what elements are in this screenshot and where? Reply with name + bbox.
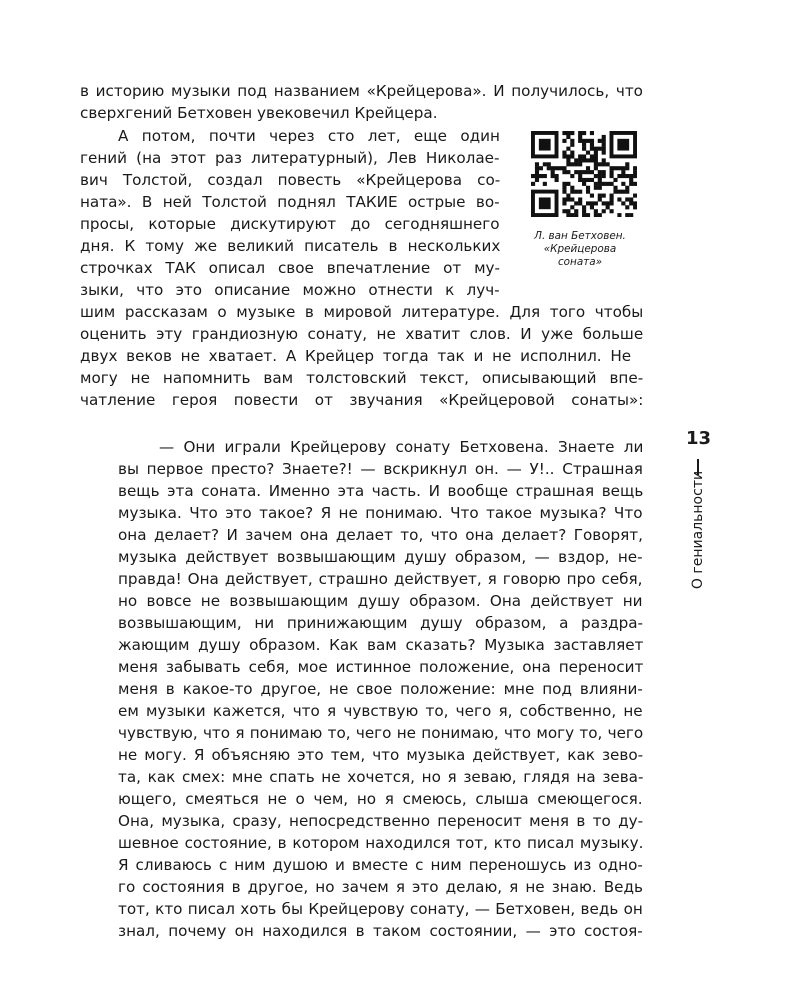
qr-module xyxy=(566,182,570,186)
quote-line: шевное состояние, в котором находился тот, кто писал музыку. xyxy=(118,834,644,852)
body-line: оценить эту грандиозную сонату, не хватит слов. И уже больше xyxy=(80,325,644,343)
body-line: сверхгений Бетховен увековечил Крейцера. xyxy=(80,104,438,122)
qr-module xyxy=(586,186,590,190)
qr-module xyxy=(566,154,570,158)
qr-module xyxy=(602,143,606,147)
qr-module xyxy=(570,139,574,143)
qr-module xyxy=(566,213,570,217)
qr-module xyxy=(566,170,570,174)
qr-module xyxy=(590,194,594,198)
qr-module xyxy=(582,147,586,151)
quote-line: меня в какое-то другое, не свое положение: мне под влияни- xyxy=(118,680,643,698)
qr-module xyxy=(570,186,574,190)
qr-module xyxy=(543,182,547,186)
qr-module xyxy=(602,162,606,166)
qr-module xyxy=(602,151,606,155)
qr-module xyxy=(586,170,590,174)
qr-module xyxy=(610,170,614,174)
qr-module xyxy=(633,205,637,209)
quote-line: не могу. Я объясняю это тем, что музыка действует, как зево- xyxy=(118,746,644,764)
qr-module xyxy=(582,178,586,182)
qr-module xyxy=(574,190,578,194)
body-line: дня. К тому же великий писатель в нескольких xyxy=(80,237,501,255)
qr-module xyxy=(613,186,617,190)
qr-module xyxy=(602,182,606,186)
qr-module xyxy=(570,131,574,135)
qr-module xyxy=(629,182,633,186)
qr-module xyxy=(617,213,621,217)
qr-code[interactable] xyxy=(531,131,637,217)
quote-line: тот, кто писал хоть бы Крейцерову сонату, — Бетховен, ведь он xyxy=(118,900,643,918)
qr-module xyxy=(633,166,637,170)
qr-module xyxy=(574,162,578,166)
quote-line: правда! Она действует, страшно действует, я говорю про себя, xyxy=(118,570,643,588)
qr-module xyxy=(625,197,629,201)
qr-module xyxy=(598,178,602,182)
quote-line: жающим душу образом. Как вам сказать? Музыка заставляет xyxy=(118,636,644,654)
qr-module xyxy=(594,182,598,186)
qr-module xyxy=(578,162,582,166)
qr-module xyxy=(582,182,586,186)
qr-module xyxy=(535,166,539,170)
qr-module xyxy=(543,162,547,166)
qr-module xyxy=(574,158,578,162)
qr-module xyxy=(562,190,566,194)
qr-module xyxy=(613,178,617,182)
qr-module xyxy=(574,201,578,205)
qr-module xyxy=(586,158,590,162)
quote-line: ющего, смеяться не о чем, но я смеюсь, слыша смеющегося. xyxy=(118,790,643,808)
qr-module xyxy=(629,178,633,182)
qr-module xyxy=(594,213,598,217)
qr-module xyxy=(625,186,629,190)
qr-module xyxy=(633,194,637,198)
qr-module xyxy=(582,170,586,174)
quote-line: музыка. Что это такое? Я не понимаю. Что такое музыка? Что xyxy=(118,504,643,522)
qr-module xyxy=(594,154,598,158)
qr-module xyxy=(598,194,602,198)
qr-module xyxy=(582,205,586,209)
qr-module xyxy=(602,135,606,139)
qr-module xyxy=(602,147,606,151)
qr-module xyxy=(586,190,590,194)
qr-module xyxy=(594,166,598,170)
qr-module xyxy=(562,151,566,155)
qr-module xyxy=(582,209,586,213)
quote-line: вещь эта соната. Именно эта часть. И вообще страшная вещь xyxy=(118,482,644,500)
qr-module xyxy=(610,197,614,201)
qr-module xyxy=(598,186,602,190)
qr-module xyxy=(566,209,570,213)
qr-module xyxy=(602,194,606,198)
qr-module xyxy=(598,162,602,166)
qr-module xyxy=(598,139,602,143)
quote-line: — Они играли Крейцерову сонату Бетховена. Знаете ли xyxy=(159,438,644,456)
qr-module xyxy=(570,151,574,155)
qr-module xyxy=(570,174,574,178)
figure-caption-line: «Крейцерова xyxy=(543,243,617,255)
qr-module xyxy=(555,174,559,178)
quote-line: Я сливаюсь с ним душою и вместе с ним переношусь из одно- xyxy=(118,856,643,874)
qr-module xyxy=(535,174,539,178)
body-line: шим рассказам о музыке в мировой литературе. Для того чтобы xyxy=(80,303,644,321)
qr-module xyxy=(562,131,566,135)
qr-module xyxy=(613,190,617,194)
qr-module xyxy=(606,201,610,205)
qr-module xyxy=(629,201,633,205)
qr-module xyxy=(562,201,566,205)
qr-module xyxy=(578,170,582,174)
qr-module xyxy=(574,170,578,174)
qr-module xyxy=(582,131,586,135)
qr-module xyxy=(570,213,574,217)
qr-module xyxy=(582,154,586,158)
qr-module xyxy=(535,170,539,174)
figure-caption-line: Л. ван Бетховен. xyxy=(534,230,626,242)
qr-module xyxy=(586,213,590,217)
qr-module xyxy=(562,154,566,158)
qr-module xyxy=(590,143,594,147)
qr-module xyxy=(535,162,539,166)
qr-module xyxy=(594,151,598,155)
qr-module xyxy=(570,197,574,201)
qr-module xyxy=(555,166,559,170)
qr-module xyxy=(586,151,590,155)
qr-module xyxy=(606,162,610,166)
qr-module xyxy=(621,190,625,194)
qr-module xyxy=(598,170,602,174)
qr-module xyxy=(617,166,621,170)
qr-module xyxy=(621,166,625,170)
qr-module xyxy=(590,170,594,174)
qr-module xyxy=(543,174,547,178)
qr-module xyxy=(551,166,555,170)
qr-module xyxy=(539,197,551,209)
qr-module xyxy=(594,162,598,166)
body-line: гений (на этот раз литературный), Лев Николае- xyxy=(80,149,500,167)
qr-module xyxy=(617,197,621,201)
qr-module xyxy=(617,174,621,178)
qr-module xyxy=(598,213,602,217)
qr-module xyxy=(617,139,629,151)
qr-module xyxy=(621,170,625,174)
qr-module xyxy=(625,166,629,170)
qr-module xyxy=(621,174,625,178)
quote-line: она делает? И зачем она делает то, что она делает? Говорят, xyxy=(118,526,643,544)
qr-module xyxy=(574,209,578,213)
qr-module xyxy=(602,139,606,143)
qr-module xyxy=(562,170,566,174)
qr-module xyxy=(582,139,586,143)
body-line: могу не напомнить вам толстовский текст, описывающий впе- xyxy=(80,369,644,387)
qr-module xyxy=(578,190,582,194)
qr-module xyxy=(578,197,582,201)
qr-module xyxy=(602,201,606,205)
qr-module xyxy=(582,143,586,147)
qr-module xyxy=(594,201,598,205)
qr-module xyxy=(598,182,602,186)
qr-module xyxy=(590,178,594,182)
qr-module xyxy=(562,197,566,201)
qr-module xyxy=(610,194,614,198)
qr-module xyxy=(594,158,598,162)
qr-module xyxy=(578,174,582,178)
body-line: двух веков не хватает. А Крейцер тогда так и не исполнил. Не xyxy=(80,347,632,365)
quote-line: Она, музыка, сразу, непосредственно переносит меня в то ду- xyxy=(118,812,644,830)
qr-module xyxy=(594,147,598,151)
body-line: зыки, что это описание можно отнести к луч- xyxy=(80,281,500,299)
qr-module xyxy=(562,186,566,190)
qr-module xyxy=(610,174,614,178)
qr-module xyxy=(562,166,566,170)
qr-module xyxy=(598,197,602,201)
qr-module xyxy=(594,174,598,178)
quote-line: го состояния в другое, но зачем я это делаю, я не знаю. Ведь xyxy=(118,878,643,896)
quote-line: но вовсе не возвышающим душу образом. Она действует ни xyxy=(118,592,643,610)
qr-module xyxy=(633,182,637,186)
qr-module xyxy=(586,139,590,143)
qr-module xyxy=(558,166,562,170)
qr-module xyxy=(547,162,551,166)
qr-module xyxy=(610,182,614,186)
qr-module xyxy=(566,135,570,139)
qr-module xyxy=(570,190,574,194)
quote-line: ем музыки кажется, что я чувствую то, чего я, собственно, не xyxy=(118,702,643,720)
qr-module xyxy=(610,209,614,213)
body-line: просы, которые дискутируют до сегодняшнего xyxy=(80,215,500,233)
qr-module xyxy=(582,213,586,217)
qr-module xyxy=(625,190,629,194)
qr-module xyxy=(539,139,551,151)
qr-module xyxy=(590,139,594,143)
body-line: вич Толстой, создал повесть «Крейцерова со- xyxy=(80,171,501,189)
qr-module xyxy=(602,174,606,178)
qr-module xyxy=(566,197,570,201)
qr-module xyxy=(578,178,582,182)
quote-line: возвышающим, ни принижающим душу образом, а раздра- xyxy=(118,614,644,632)
qr-module xyxy=(551,170,555,174)
qr-module xyxy=(570,162,574,166)
page-number: 13 xyxy=(686,428,712,449)
qr-module xyxy=(562,209,566,213)
quote-line: знал, почему он находился в таком состоянии, — это состоя- xyxy=(118,922,643,940)
quote-line: музыка действует возвышающим душу образом, — вздор, не- xyxy=(118,548,643,566)
qr-module xyxy=(633,170,637,174)
qr-module xyxy=(594,209,598,213)
figure-caption-line: соната» xyxy=(557,256,603,268)
quote-line: та, как смех: мне спать не хочется, но я зеваю, глядя на зева- xyxy=(118,768,644,786)
qr-module xyxy=(610,166,614,170)
quote-line: чувствую, что я понимаю то, чего не понимаю, что могу то, чего xyxy=(118,724,644,742)
qr-module xyxy=(566,162,570,166)
qr-module xyxy=(629,197,633,201)
qr-module xyxy=(625,213,629,217)
qr-module xyxy=(578,201,582,205)
qr-module xyxy=(551,174,555,178)
running-head: О гениальности xyxy=(690,470,706,590)
qr-module xyxy=(578,131,582,135)
qr-module xyxy=(598,147,602,151)
qr-module xyxy=(598,174,602,178)
qr-module xyxy=(594,186,598,190)
quote-line: вы первое престо? Знаете?! — вскрикнул он. — У!.. Страшная xyxy=(118,460,643,478)
qr-module xyxy=(586,178,590,182)
quote-line: меня забывать себя, мое истинное положение, она переносит xyxy=(118,658,644,676)
qr-module xyxy=(590,147,594,151)
qr-module xyxy=(590,205,594,209)
qr-module xyxy=(578,139,582,143)
qr-module xyxy=(578,154,582,158)
qr-module xyxy=(629,174,633,178)
qr-module xyxy=(578,158,582,162)
qr-module xyxy=(590,154,594,158)
qr-module xyxy=(617,190,621,194)
qr-module xyxy=(602,209,606,213)
qr-module xyxy=(590,131,594,135)
qr-module xyxy=(547,166,551,170)
qr-module xyxy=(582,158,586,162)
qr-module xyxy=(613,166,617,170)
qr-module xyxy=(566,194,570,198)
qr-module xyxy=(570,143,574,147)
qr-module xyxy=(621,201,625,205)
qr-module xyxy=(621,182,625,186)
body-line: А потом, почти через сто лет, еще один xyxy=(118,127,500,145)
qr-module xyxy=(602,170,606,174)
qr-module xyxy=(574,213,578,217)
qr-module xyxy=(590,201,594,205)
qr-module xyxy=(606,182,610,186)
body-line: чатление героя повести от звучания «Крейцеровой сонаты»: xyxy=(80,391,644,409)
qr-module xyxy=(562,182,566,186)
body-line: в историю музыки под названием «Крейцерова». И получилось, что xyxy=(80,82,643,100)
qr-module xyxy=(531,174,535,178)
qr-module xyxy=(633,201,637,205)
qr-module xyxy=(590,158,594,162)
qr-module xyxy=(625,205,629,209)
qr-module xyxy=(566,131,570,135)
qr-module xyxy=(602,158,606,162)
qr-module xyxy=(535,178,539,182)
qr-module xyxy=(566,158,570,162)
qr-module xyxy=(570,154,574,158)
qr-module xyxy=(566,147,570,151)
qr-module xyxy=(625,162,629,166)
qr-module xyxy=(578,135,582,139)
qr-module xyxy=(629,213,633,217)
qr-module xyxy=(555,178,559,182)
qr-module xyxy=(531,182,535,186)
body-line: строчках ТАК описал свое впечатление от му- xyxy=(80,259,500,277)
qr-module xyxy=(625,174,629,178)
qr-module xyxy=(539,174,543,178)
qr-module xyxy=(586,201,590,205)
qr-module xyxy=(633,174,637,178)
qr-module xyxy=(586,166,590,170)
body-line: ната». В ней Толстой поднял ТАКИЕ острые во- xyxy=(80,193,500,211)
qr-module xyxy=(610,201,614,205)
qr-module xyxy=(570,205,574,209)
qr-module xyxy=(606,205,610,209)
qr-module xyxy=(562,139,566,143)
qr-module xyxy=(539,166,543,170)
